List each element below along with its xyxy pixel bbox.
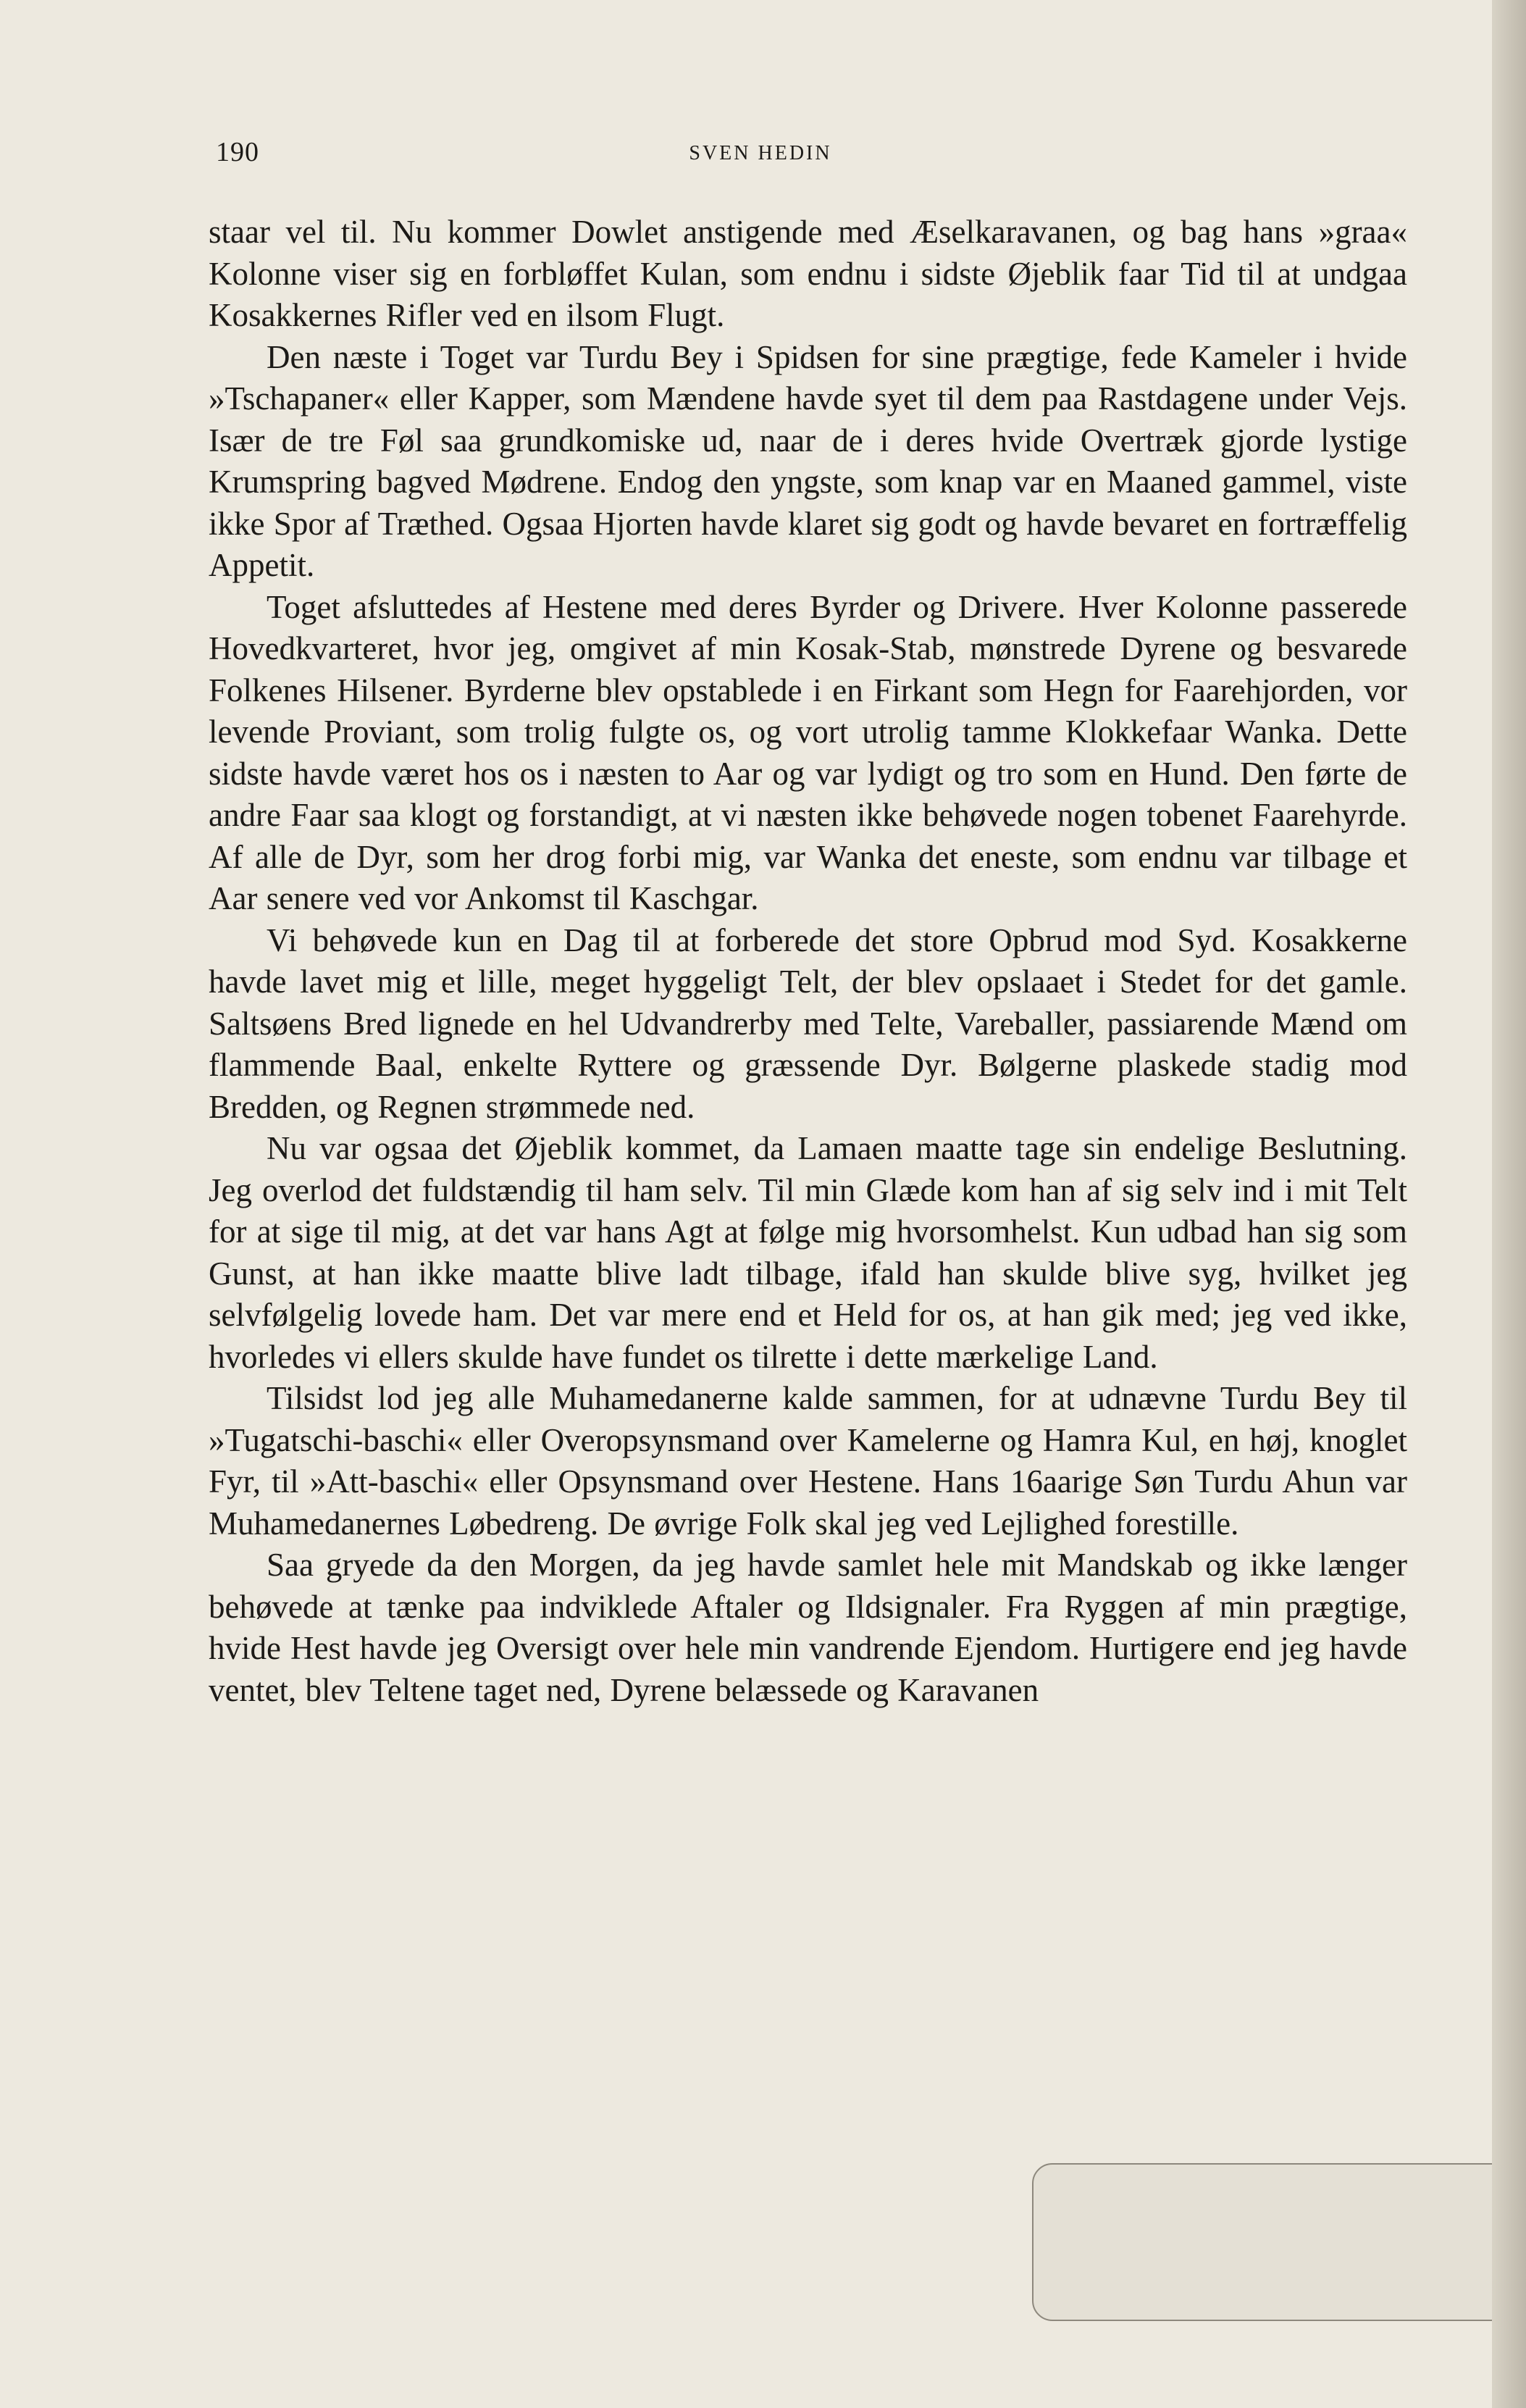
paragraph-3: Toget afsluttedes af Hestene med deres Byrder og Drivere. Hver Kolonne passerede Hovedkvarteret, hvor jeg, omgivet af min Kosak-Stab, mønstrede Dyrene og besvarede Folkenes Hilsener. Byrderne blev opstablede i en Firkant som Hegn for Faarehjorden, vor levende Proviant, som trolig fulgte os, og vort utrolig tamme Klokkefaar Wanka. Dette sidste havde været hos os i næsten to Aar og var lydigt og tro som en Hund. Den førte de andre Faar saa klogt og forstandigt, at vi næsten ikke behøvede nogen tobenet Faarehyrde. Af alle de Dyr, som her drog forbi mig, var Wanka det eneste, som endnu var tilbage et Aar senere ved vor Ankomst til Kaschgar. bbox=[209, 588, 1407, 916]
body-text bbox=[209, 212, 1407, 1711]
page-edge-shadow bbox=[1492, 0, 1526, 2408]
page-number: 190 bbox=[216, 137, 259, 167]
scan-page-tab bbox=[1032, 2163, 1526, 2321]
paragraph-6: Tilsidst lod jeg alle Muhamedanerne kalde sammen, for at udnævne Turdu Bey til »Tugatschi-baschi« eller Overopsynsmand over Kamelerne og Hamra Kul, en høj, knoglet Fyr, til »Att-baschi« eller Opsynsmand over Hestene. Hans 16aarige Søn Turdu Ahun var Muhamedanernes Løbedreng. De øvrige Folk skal jeg ved Lejlighed forestille. bbox=[209, 1380, 1407, 1542]
paragraph-7: Saa gryede da den Morgen, da jeg havde samlet hele mit Mandskab og ikke længer behøvede at tænke paa indviklede Aftaler og Ildsignaler. Fra Ryggen af min prægtige, hvide Hest havde jeg Oversigt over hele min vandrende Ejendom. Hurtigere end jeg havde ventet, blev Teltene taget ned, Dyrene belæssede og Karavanen bbox=[209, 1547, 1407, 1708]
paragraph-1: staar vel til. Nu kommer Dowlet anstigende med Æselkaravanen, og bag hans »graa« Kolonne viser sig en forbløffet Kulan, som endnu i sidste Øjeblik faar Tid til at undgaa Kosakkernes Rifler ved en ilsom Flugt. bbox=[209, 214, 1407, 333]
page-header bbox=[0, 136, 1492, 172]
paragraph-5: Nu var ogsaa det Øjeblik kommet, da Lamaen maatte tage sin endelige Beslutning. Jeg overlod det fuldstændig til ham selv. Til min Glæde kom han af sig selv ind i mit Telt for at sige til mig, at det var hans Agt at følge mig hvorsomhelst. Kun udbad han sig som Gunst, at han ikke maatte blive ladt tilbage, ifald han skulde blive syg, hvilket jeg selvfølgelig lovede ham. Det var mere end et Held for os, at han gik med; jeg ved ikke, hvorledes vi ellers skulde have fundet os tilrette i dette mærkelige Land. bbox=[209, 1130, 1407, 1375]
running-title: SVEN HEDIN bbox=[689, 142, 832, 164]
paragraph-2: Den næste i Toget var Turdu Bey i Spidsen for sine prægtige, fede Kameler i hvide »Tschapaner« eller Kapper, som Mændene havde syet til dem paa Rastdagene under Vejs. Især de tre Føl saa grundkomiske ud, naar de i deres hvide Overtræk gjorde lystige Krumspring bagved Mødrene. Endog den yngste, som knap var en Maaned gammel, viste ikke Spor af Træthed. Ogsaa Hjorten havde klaret sig godt og havde bevaret en fortræffelig Appetit. bbox=[209, 338, 1407, 583]
paragraph-4: Vi behøvede kun en Dag til at forberede det store Opbrud mod Syd. Kosakkerne havde lavet mig et lille, meget hyggeligt Telt, der blev opslaaet i Stedet for det gamle. Saltsøens Bred lignede en hel Udvandrerby med Telte, Vareballer, passiarende Mænd om flammende Baal, enkelte Ryttere og græssende Dyr. Bølgerne plaskede stadig mod Bredden, og Regnen strømmede ned. bbox=[209, 921, 1407, 1125]
